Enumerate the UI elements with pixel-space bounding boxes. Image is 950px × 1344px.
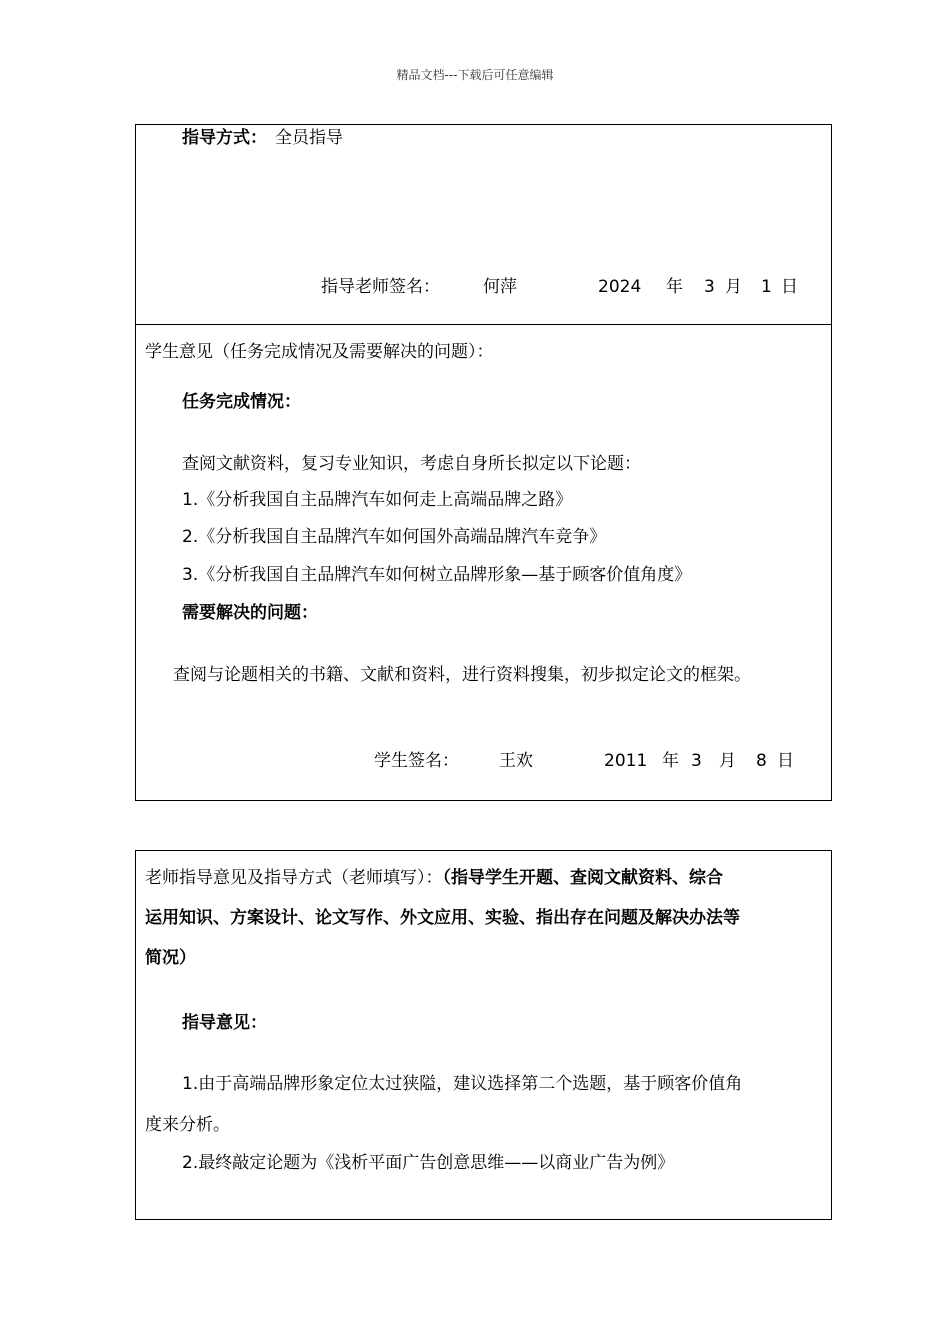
topic-2: 2.《分析我国自主品牌汽车如何国外高端品牌汽车竞争》 — [182, 527, 607, 547]
student-date-month-unit: 月 — [719, 751, 736, 771]
method-value: 全员指导 — [275, 128, 343, 148]
topic-1: 1.《分析我国自主品牌汽车如何走上高端品牌之路》 — [182, 490, 573, 510]
student-date-year: 2011 — [604, 751, 648, 771]
teacher-sign-name: 何萍 — [483, 277, 517, 297]
teacher-date-year: 2024 — [598, 277, 642, 297]
guidance-title-bold-1: （指导学生开题、查阅文献资料、综合 — [442, 868, 723, 888]
teacher-date-day-unit: 日 — [781, 277, 798, 297]
guidance-opinion-label: 指导意见： — [182, 1013, 267, 1033]
guidance-title-bold-2: 运用知识、方案设计、论文写作、外文应用、实验、指出存在问题及解决办法等 — [145, 908, 740, 928]
teacher-date-day: 1 — [761, 277, 772, 297]
guidance-title-plain — [145, 870, 723, 887]
method-label: 指导方式： — [182, 128, 267, 148]
task-completion-text: 查阅文献资料，复习专业知识，考虑自身所长拟定以下论题： — [182, 454, 641, 474]
guidance-item-2: 2.最终敲定论题为《浅析平面广告创意思维——以商业广告为例》 — [182, 1153, 675, 1173]
guidance-title-bold-3: 简况） — [145, 948, 196, 968]
supervision-method-box — [135, 124, 832, 325]
problem-text: 查阅与论题相关的书籍、文献和资料，进行资料搜集，初步拟定论文的框架。 — [173, 665, 751, 685]
task-completion-label: 任务完成情况： — [182, 392, 301, 412]
guidance-title-plain-text: 老师指导意见及指导方式（老师填写）： — [145, 868, 443, 888]
guidance-item-1-line-2: 度来分析。 — [145, 1115, 230, 1135]
teacher-date-month: 3 — [704, 277, 715, 297]
problem-label: 需要解决的问题： — [182, 603, 318, 623]
teacher-date-month-unit: 月 — [725, 277, 742, 297]
student-opinion-title: 学生意见（任务完成情况及需要解决的问题）： — [145, 342, 494, 362]
student-date-year-unit: 年 — [662, 751, 679, 771]
teacher-guidance-box — [135, 850, 832, 1220]
student-date-day: 8 — [756, 751, 767, 771]
page-header: 精品文档---下载后可任意编辑 — [396, 68, 554, 82]
topic-3: 3.《分析我国自主品牌汽车如何树立品牌形象—基于顾客价值角度》 — [182, 565, 692, 585]
student-sign-name: 王欢 — [499, 751, 533, 771]
student-date-day-unit: 日 — [777, 751, 794, 771]
student-opinion-box — [135, 324, 832, 801]
student-date-month: 3 — [691, 751, 702, 771]
student-sign-label: 学生签名： — [374, 751, 459, 771]
teacher-sign-label: 指导老师签名： — [321, 277, 440, 297]
guidance-item-1-line-1: 1.由于高端品牌形象定位太过狭隘，建议选择第二个选题，基于顾客价值角 — [182, 1074, 743, 1094]
teacher-date-year-unit: 年 — [666, 277, 683, 297]
